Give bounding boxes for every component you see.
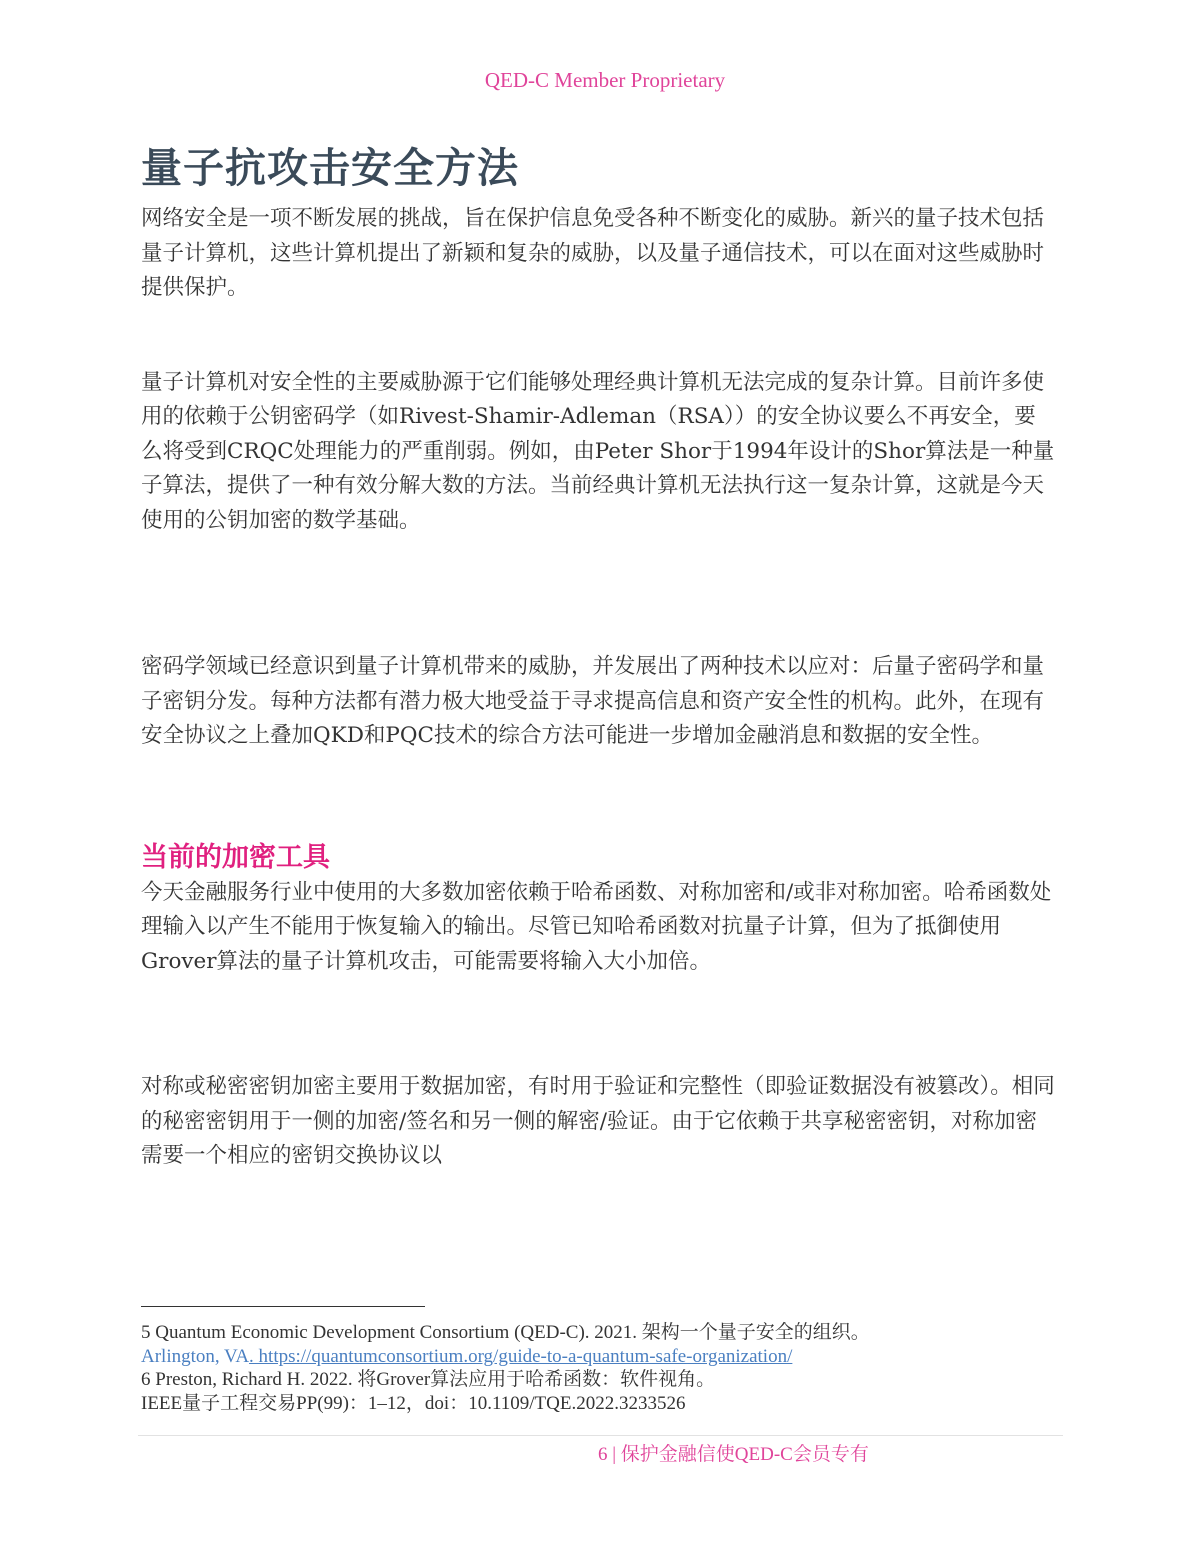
proprietary-header: QED-C Member Proprietary (484, 68, 726, 92)
footnote-5-url[interactable]: . https://quantumconsortium.org/guide-to-a-quantum-safe-organization/ (249, 1345, 793, 1367)
footnote-6-citation: IEEE量子工程交易PP(99)：1–12，doi：10.1109/TQE.2022.3233526 (141, 1392, 686, 1414)
footnote-divider (141, 1306, 425, 1307)
cryptography-paragraph: 密码学领域已经意识到量子计算机带来的威胁，并发展出了两种技术以应对：后量子密码学和量子密钥分发。每种方法都有潜力极大地受益于寻求提高信息和资产安全性的机构。此外，在现有安全协议之上叠加QKD和PQC技术的综合方法可能进一步增加金融消息和数据的安全性。 (141, 654, 1045, 748)
footnote-5: 5 Quantum Economic Development Consortium (QED-C). 2021. 架构一个量子安全的组织。 (141, 1322, 870, 1343)
page-title: 量子抗攻击安全方法 (141, 144, 519, 192)
symmetric-paragraph: 对称或秘密密钥加密主要用于数据加密，有时用于验证和完整性（即验证数据没有被篡改）。相同的秘密密钥用于一侧的加密/签名和另一侧的解密/验证。由于它依赖于共享秘密密钥，对称加密需要一个相应的密钥交换协议以 (141, 1074, 1055, 1168)
hash-paragraph: 今天金融服务行业中使用的大多数加密依赖于哈希函数、对称加密和/或非对称加密。哈希函数处理输入以产生不能用于恢复输入的输出。尽管已知哈希函数对抗量子计算，但为了抵御使用Grover算法的量子计算机攻击，可能需要将输入大小加倍。 (141, 879, 1052, 974)
footnote-6: 6 Preston, Richard H. 2022. 将Grover算法应用于哈希函数：软件视角。 (141, 1369, 716, 1390)
footnote-5-link-line (141, 1345, 1071, 1369)
footnote-5-place: Arlington, VA (141, 1345, 250, 1367)
intro-paragraph: 网络安全是一项不断发展的挑战，旨在保护信息免受各种不断变化的威胁。新兴的量子技术包括量子计算机，这些计算机提出了新颖和复杂的威胁，以及量子通信技术，可以在面对这些威胁时提供保护。 (141, 206, 1045, 300)
main-content (141, 140, 1056, 1174)
threat-paragraph: 量子计算机对安全性的主要威胁源于它们能够处理经典计算机无法完成的复杂计算。目前许多使用的依赖于公钥密码学（如Rivest-Shamir-Adleman（RSA））的安全协议要么不再安全，要么将受到CRQC处理能力的严重削弱。例如，由Peter Shor于1994年设计的Shor算法是一种量子算法，提供了一种有效分解大数的方法。当前经典计算机无法执行这一复杂计算，这就是今天使用的公钥加密的数学基础。 (141, 369, 1055, 533)
footnotes (141, 1321, 1071, 1415)
section-heading: 当前的加密工具 (141, 841, 330, 873)
footer-divider (138, 1435, 1063, 1436)
page-footer: 6 | 保护金融信使QED-C会员专有 (598, 1444, 869, 1465)
